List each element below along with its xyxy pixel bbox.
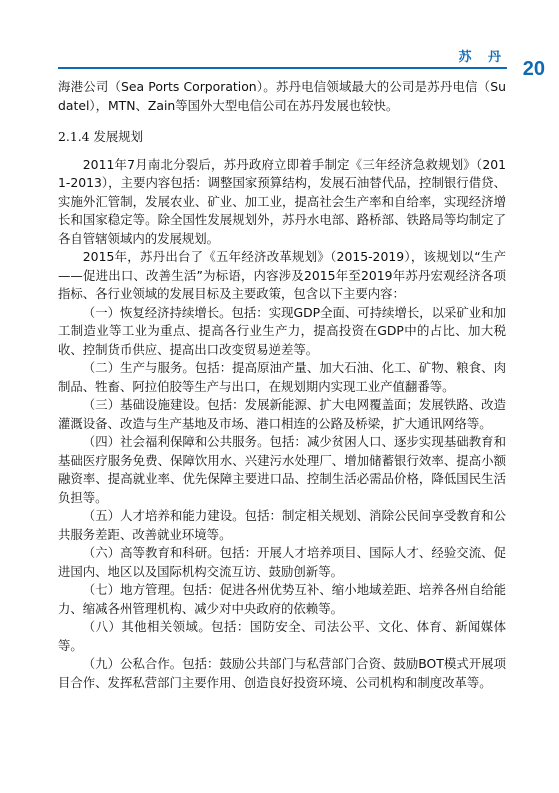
section-heading: 2.1.4 发展规划 (58, 129, 144, 144)
paragraph-2: 2015年，苏丹出台了《五年经济改革规划》（2015-2019），该规划以“生产——促进出口、改善生活”为标语，内容涉及2015年至2019年苏丹宏观经济各项指标、各行业领域的发展目标及主要政策，包含以下主要内容： (58, 249, 506, 301)
paragraph-3: （一）恢复经济持续增长。包括：实现GDP全面、可持续增长，以采矿业和加工制造业等工业为重点、提高各行业生产力，提高投资在GDP中的占比、加大税收、控制货币供应、提高出口改变贸易逆差等。 (58, 304, 506, 357)
page-header (0, 0, 559, 82)
paragraph-6: （四）社会福利保障和公共服务。包括：减少贫困人口、逐步实现基础教育和基础医疗服务免费、保障饮用水、兴建污水处理厂、增加储蓄银行效率、提高小额融资率、提高就业率、优先保障主要进口品、控制生活必需品价格，降低国民生活负担等。 (58, 434, 506, 505)
paragraph-5: （三）基础设施建设。包括：发展新能源、扩大电网覆盖面；发展铁路、改造灌溉设备、改造与生产基地及市场、港口相连的公路及桥梁，扩大通讯网络等。 (58, 397, 506, 431)
paragraph-8: （六）高等教育和科研。包括：开展人才培养项目、国际人才、经验交流、促进国内、地区以及国际机构交流互访、鼓励创新等。 (58, 545, 506, 579)
page-number: 20 (522, 58, 545, 80)
paragraph-continued: 海港公司（Sea Ports Corporation）。苏丹电信领域最大的公司是苏丹电信（Sudatel），MTN、Zain等国外大型电信公司在苏丹发展也较快。 (58, 79, 506, 113)
paragraph-1: 2011年7月南北分裂后，苏丹政府立即着手制定《三年经济急救规划》（2011-2013），主要内容包括：调整国家预算结构，发展石油替代品，控制银行借贷、实施外汇管制，发展农业、矿业、加工业，提高社会生产率和自给率，实现经济增长和国家稳定等。除全国性发展规划外，苏丹水电部、路桥部、铁路局等均制定了各自管辖领域内的发展规划。 (58, 156, 506, 246)
page-body (58, 78, 506, 692)
paragraph-7: （五）人才培养和能力建设。包括：制定相关规划、消除公民间享受教育和公共服务差距、改善就业环境等。 (58, 508, 506, 542)
paragraph-4: （二）生产与服务。包括：提高原油产量、加大石油、化工、矿物、粮食、肉制品、牲畜、阿拉伯胶等生产与出口，在规划期内实现工业产值翻番等。 (58, 360, 506, 394)
paragraph-11: （九）公私合作。包括：鼓励公共部门与私营部门合资、鼓励BOT模式开展项目合作、发挥私营部门主要作用、创造良好投资环境、公司机构和制度改革等。 (58, 656, 506, 690)
paragraph-9: （七）地方管理。包括：促进各州优势互补、缩小地域差距、培养各州自给能力、缩减各州管理机构、减少对中央政府的依赖等。 (58, 582, 506, 616)
running-title: 苏 丹 (458, 50, 507, 65)
header-rule (58, 67, 507, 69)
paragraph-10: （八）其他相关领域。包括：国防安全、司法公平、文化、体育、新闻媒体等。 (58, 619, 506, 653)
